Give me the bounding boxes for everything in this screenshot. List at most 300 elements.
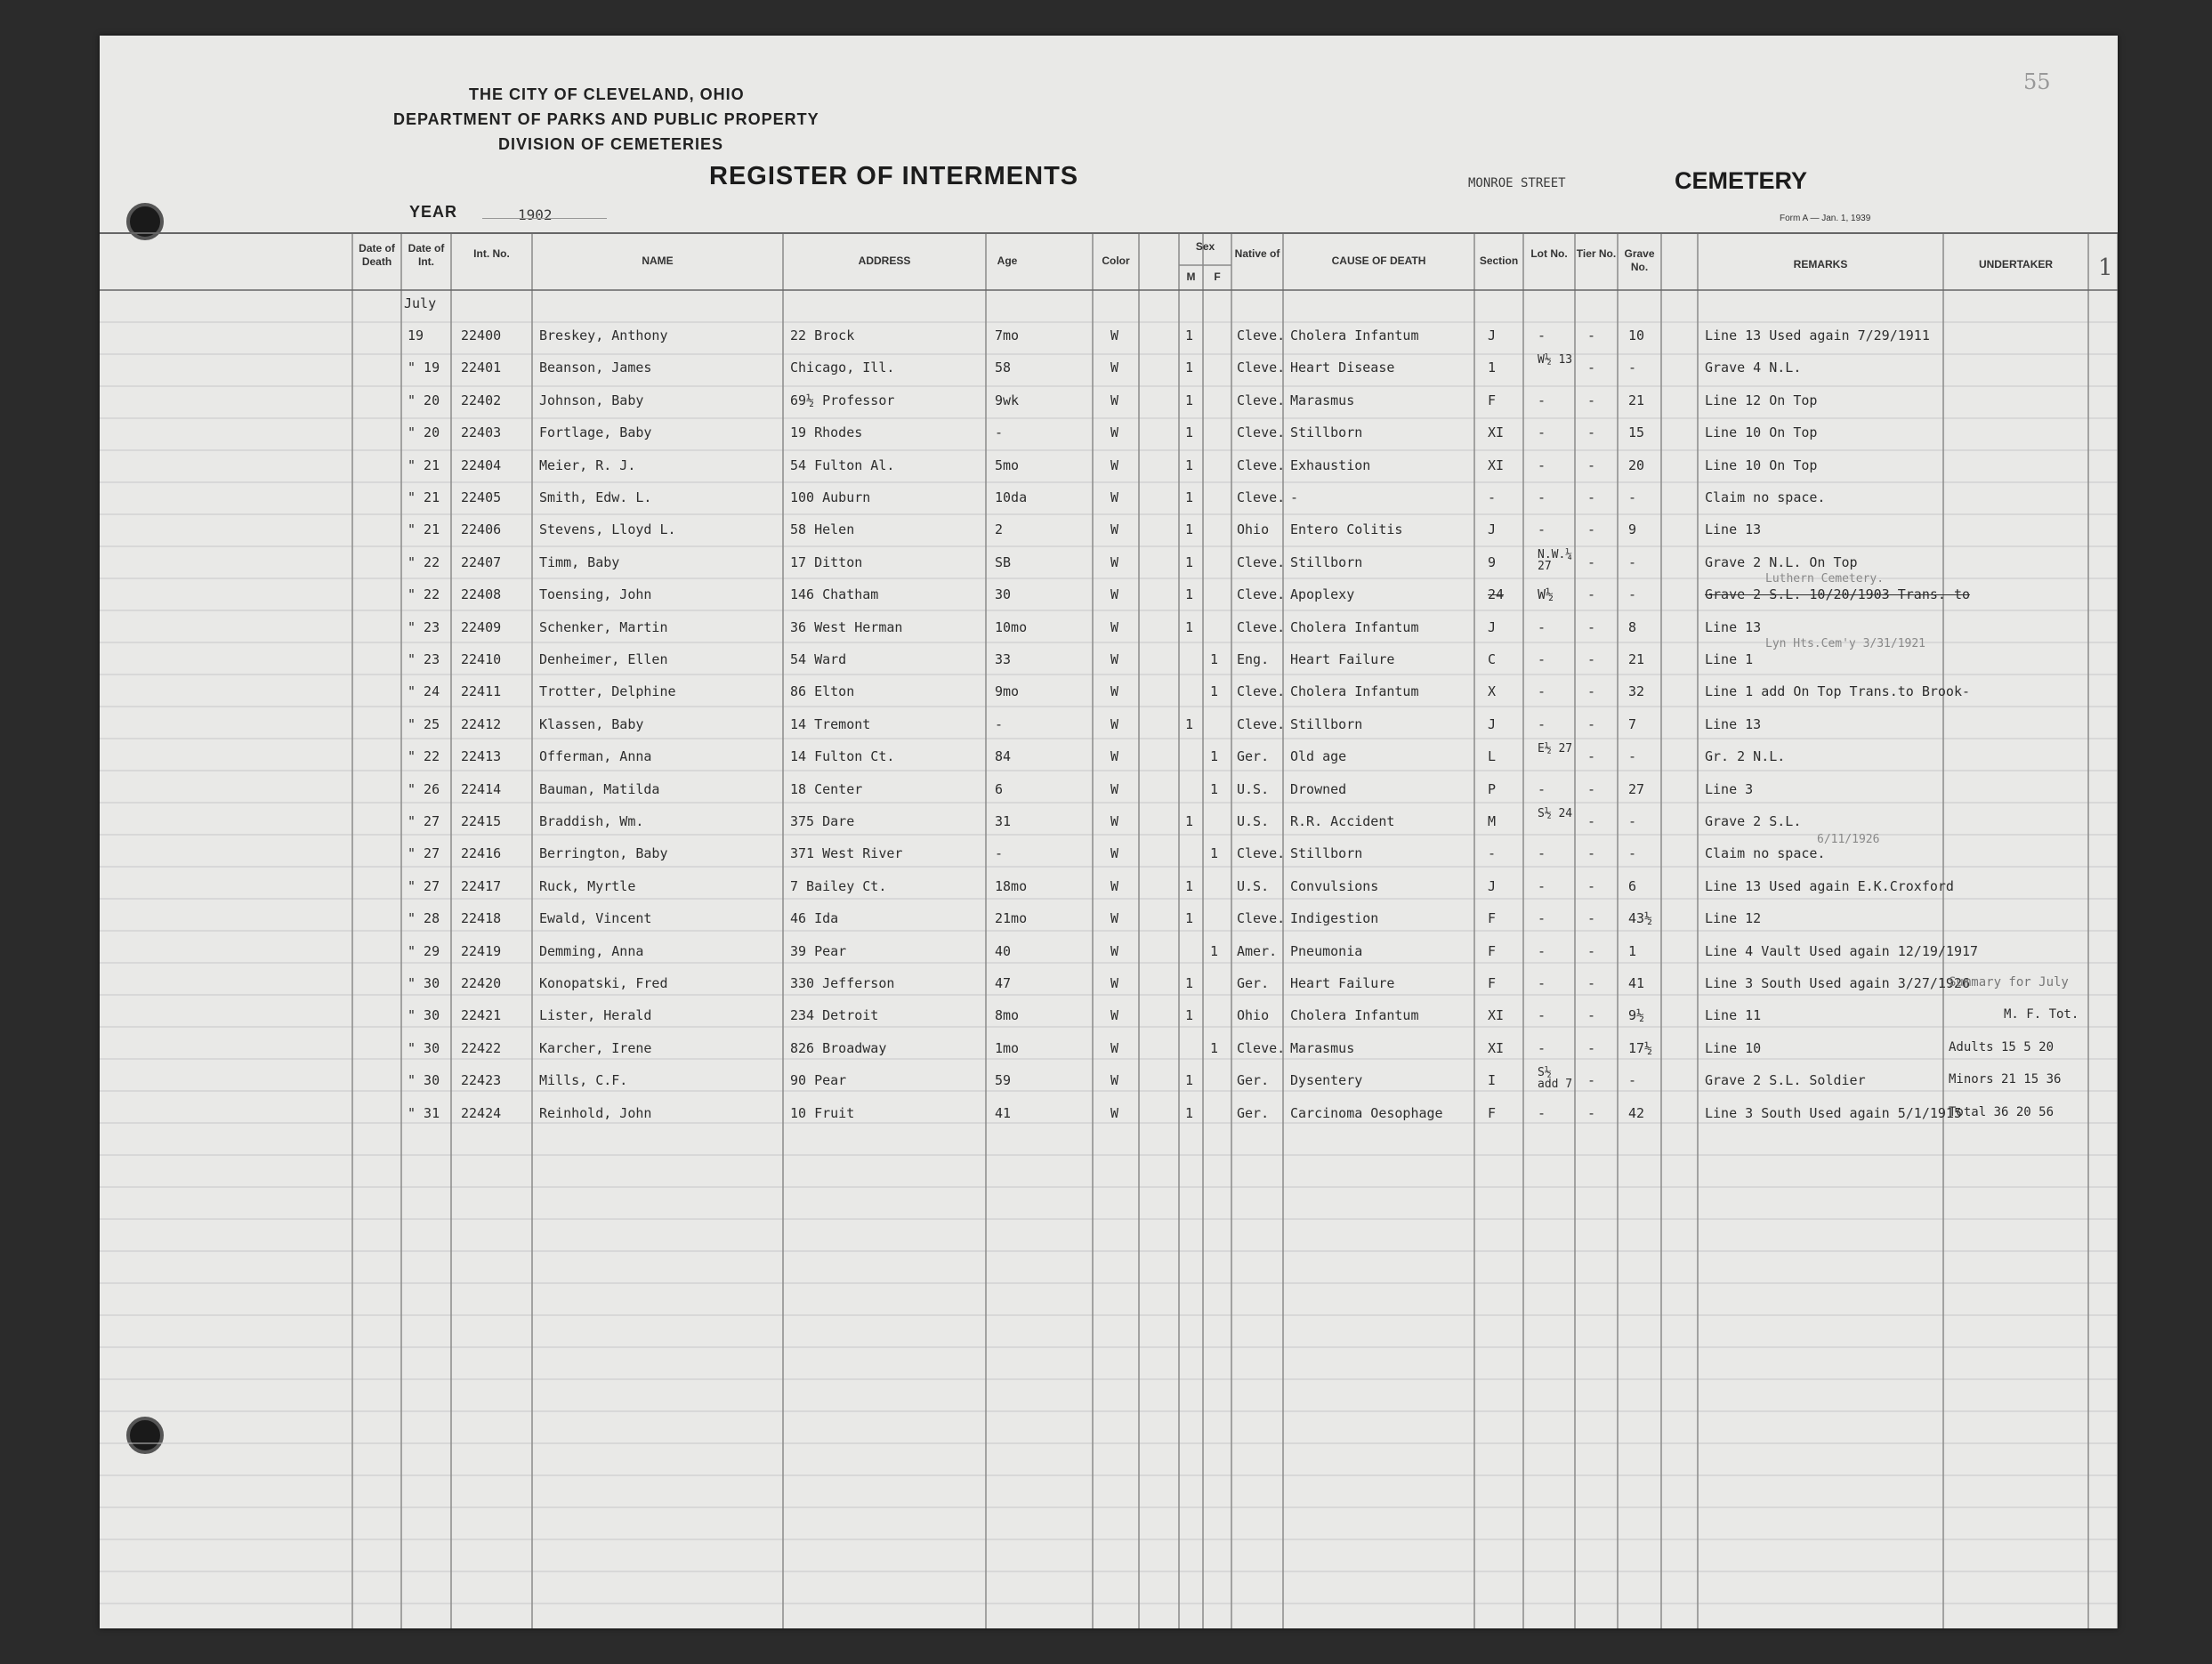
- entry-m: 1: [1185, 1007, 1194, 1024]
- entry-no: 22416: [461, 845, 502, 862]
- entry-rem: Line 10: [1705, 1039, 1762, 1056]
- city-heading: THE CITY OF CLEVELAND, OHIO: [469, 85, 745, 103]
- entry-sec: J: [1488, 618, 1497, 635]
- undertaker-note: Total 36 20 56: [1949, 1104, 2055, 1119]
- entry-addr: 100 Auburn: [790, 489, 871, 505]
- entry-no: 22424: [461, 1104, 502, 1121]
- entry-lot: -: [1538, 456, 1546, 473]
- entry-nat: Ohio: [1237, 1007, 1270, 1024]
- entry-lot: -: [1538, 489, 1546, 505]
- entry-name: Fortlage, Baby: [539, 424, 652, 441]
- entry-f: 1: [1210, 748, 1219, 765]
- entry-rem: Line 13: [1705, 521, 1762, 538]
- entry-f: 1: [1210, 683, 1219, 700]
- entry-cause: Dysentery: [1290, 1072, 1363, 1089]
- entry-age: 1mo: [995, 1039, 1020, 1056]
- column-header-section: Section: [1479, 254, 1519, 267]
- column-header-color: Color: [1102, 254, 1130, 267]
- register-title: REGISTER OF INTERMENTS: [709, 162, 1079, 190]
- entry-nat: Cleve.: [1237, 456, 1286, 473]
- entry-nat: Cleve.: [1237, 553, 1286, 570]
- page-number: 55: [2023, 69, 2051, 94]
- entry-name: Schenker, Martin: [539, 618, 668, 635]
- entry-name: Konopatski, Fred: [539, 975, 668, 991]
- entry-lot: W½: [1538, 586, 1554, 603]
- entry-age: -: [995, 715, 1004, 732]
- entry-d: " 22: [408, 748, 440, 765]
- entry-addr: 371 West River: [790, 845, 903, 862]
- entry-rem: Line 3 South Used again 5/1/1915: [1705, 1104, 1962, 1121]
- entry-m: 1: [1185, 359, 1194, 376]
- entry-rem: Grave 2 S.L.: [1705, 813, 1802, 829]
- entry-tier: -: [1587, 456, 1596, 473]
- entry-grave: 9½: [1628, 1007, 1645, 1024]
- entry-nat: Cleve.: [1237, 845, 1286, 862]
- entry-cause: Apoplexy: [1290, 586, 1355, 603]
- entry-m: 1: [1185, 1072, 1194, 1089]
- entry-name: Offerman, Anna: [539, 748, 652, 765]
- entry-d: " 23: [408, 618, 440, 635]
- entry-rem: Line 10 On Top: [1705, 424, 1818, 441]
- entry-no: 22422: [461, 1039, 502, 1056]
- entry-name: Toensing, John: [539, 586, 652, 603]
- entry-cause: Carcinoma Oesophage: [1290, 1104, 1443, 1121]
- entry-rem: Line 12 On Top: [1705, 392, 1818, 408]
- entry-tier: -: [1587, 327, 1596, 343]
- entry-m: 1: [1185, 456, 1194, 473]
- entry-nat: Cleve.: [1237, 683, 1286, 700]
- entry-tier: -: [1587, 910, 1596, 927]
- entry-nat: Cleve.: [1237, 327, 1286, 343]
- entry-d: " 31: [408, 1104, 440, 1121]
- entry-f: 1: [1210, 845, 1219, 862]
- entry-cause: Cholera Infantum: [1290, 327, 1419, 343]
- entry-grave: -: [1628, 1072, 1637, 1089]
- entry-age: SB: [995, 553, 1012, 570]
- entry-tier: -: [1587, 521, 1596, 538]
- entry-sec: J: [1488, 521, 1497, 538]
- entry-tier: -: [1587, 715, 1596, 732]
- entry-grave: -: [1628, 748, 1637, 765]
- entry-d: " 23: [408, 651, 440, 667]
- entry-age: 5mo: [995, 456, 1020, 473]
- entry-d: " 21: [408, 521, 440, 538]
- cemetery-label: CEMETERY: [1675, 167, 1808, 194]
- entry-no: 22402: [461, 392, 502, 408]
- entry-name: Braddish, Wm.: [539, 813, 644, 829]
- entry-lot: -: [1538, 1007, 1546, 1024]
- entry-no: 22401: [461, 359, 502, 376]
- column-header-grave: Grave No.: [1624, 247, 1655, 273]
- entry-m: 1: [1185, 975, 1194, 991]
- entry-nat: Ohio: [1237, 521, 1270, 538]
- entry-grave: 8: [1628, 618, 1637, 635]
- entry-tier: -: [1587, 618, 1596, 635]
- entry-d: " 21: [408, 456, 440, 473]
- entry-cause: Convulsions: [1290, 877, 1379, 894]
- entry-grave: 32: [1628, 683, 1645, 700]
- entry-age: 10mo: [995, 618, 1028, 635]
- entry-age: 59: [995, 1072, 1012, 1089]
- column-header-address: ADDRESS: [858, 254, 911, 267]
- entry-lot: -: [1538, 424, 1546, 441]
- column-header-date-int: Date of Int.: [408, 242, 445, 268]
- entry-name: Smith, Edw. L.: [539, 489, 652, 505]
- entry-no: 22405: [461, 489, 502, 505]
- entry-col: W: [1110, 489, 1119, 505]
- column-header-name: NAME: [642, 254, 674, 267]
- entry-tier: -: [1587, 748, 1596, 765]
- entry-grave: 6: [1628, 877, 1637, 894]
- entry-sec: XI: [1488, 1007, 1505, 1024]
- entry-grave: 7: [1628, 715, 1637, 732]
- entry-sec: 9: [1488, 553, 1497, 570]
- entry-m: 1: [1185, 392, 1194, 408]
- entry-addr: 54 Fulton Al.: [790, 456, 895, 473]
- entry-addr: 69½ Professor: [790, 392, 895, 408]
- entry-lot: -: [1538, 683, 1546, 700]
- entry-grave: -: [1628, 586, 1637, 603]
- entry-rem: Line 12: [1705, 910, 1762, 927]
- entry-name: Trotter, Delphine: [539, 683, 676, 700]
- entry-name: Stevens, Lloyd L.: [539, 521, 676, 538]
- entry-rem: Claim no space.: [1705, 489, 1826, 505]
- entry-m: 1: [1185, 327, 1194, 343]
- entry-nat: Cleve.: [1237, 424, 1286, 441]
- entry-grave: -: [1628, 359, 1637, 376]
- entry-no: 22415: [461, 813, 502, 829]
- entry-nat: Ger.: [1237, 975, 1270, 991]
- entry-d: " 29: [408, 942, 440, 959]
- entry-col: W: [1110, 910, 1119, 927]
- entry-rem: Line 3: [1705, 780, 1754, 797]
- entry-no: 22421: [461, 1007, 502, 1024]
- entry-tier: -: [1587, 975, 1596, 991]
- entry-nat: Cleve.: [1237, 910, 1286, 927]
- column-header-date-death: Date of Death: [359, 242, 395, 268]
- entry-m: 1: [1185, 618, 1194, 635]
- undertaker-note: Summary for July: [1949, 975, 2069, 990]
- entry-nat: Cleve.: [1237, 586, 1286, 603]
- entry-nat: Cleve.: [1237, 1039, 1286, 1056]
- entry-lot: -: [1538, 521, 1546, 538]
- entry-age: 10da: [995, 489, 1028, 505]
- entry-m: 1: [1185, 1104, 1194, 1121]
- entry-col: W: [1110, 651, 1119, 667]
- register-grid: [100, 36, 2118, 1628]
- entry-lot: -: [1538, 1104, 1546, 1121]
- entry-grave: -: [1628, 845, 1637, 862]
- entry-m: 1: [1185, 424, 1194, 441]
- entry-sec: 24: [1488, 586, 1505, 603]
- entry-lot: -: [1538, 780, 1546, 797]
- entry-addr: 330 Jefferson: [790, 975, 895, 991]
- entry-rem: Line 11: [1705, 1007, 1762, 1024]
- entry-lot: -: [1538, 975, 1546, 991]
- entry-no: 22400: [461, 327, 502, 343]
- entry-addr: 17 Ditton: [790, 553, 863, 570]
- entry-f: 1: [1210, 780, 1219, 797]
- entry-name: Ruck, Myrtle: [539, 877, 636, 894]
- entry-d: " 22: [408, 586, 440, 603]
- entry-sec: M: [1488, 813, 1497, 829]
- entry-sec: -: [1488, 489, 1497, 505]
- entry-cause: Heart Failure: [1290, 975, 1395, 991]
- entry-d: " 30: [408, 1072, 440, 1089]
- entry-age: 84: [995, 748, 1012, 765]
- entry-f: 1: [1210, 651, 1219, 667]
- entry-grave: 27: [1628, 780, 1645, 797]
- entry-col: W: [1110, 359, 1119, 376]
- form-note: Form A — Jan. 1, 1939: [1780, 214, 1871, 223]
- entry-no: 22417: [461, 877, 502, 894]
- entry-name: Mills, C.F.: [539, 1072, 628, 1089]
- entry-m: 1: [1185, 553, 1194, 570]
- entry-age: 58: [995, 359, 1012, 376]
- entry-age: -: [995, 845, 1004, 862]
- entry-no: 22409: [461, 618, 502, 635]
- entry-name: Reinhold, John: [539, 1104, 652, 1121]
- entry-name: Timm, Baby: [539, 553, 620, 570]
- entry-age: 33: [995, 651, 1012, 667]
- remarks-annotation: Lyn Hts.Cem'y 3/31/1921: [1765, 637, 1926, 650]
- entry-lot: -: [1538, 327, 1546, 343]
- entry-sec: J: [1488, 877, 1497, 894]
- entry-cause: Exhaustion: [1290, 456, 1371, 473]
- entry-cause: Marasmus: [1290, 392, 1355, 408]
- entry-rem: Line 1: [1705, 651, 1754, 667]
- entry-cause: Cholera Infantum: [1290, 1007, 1419, 1024]
- entry-name: Johnson, Baby: [539, 392, 644, 408]
- entry-grave: -: [1628, 813, 1637, 829]
- sheet-number: 1: [2098, 254, 2113, 281]
- entry-cause: Stillborn: [1290, 553, 1363, 570]
- month-label: July: [404, 295, 437, 311]
- entry-lot: -: [1538, 845, 1546, 862]
- entry-rem: Line 10 On Top: [1705, 456, 1818, 473]
- entry-no: 22407: [461, 553, 502, 570]
- entry-tier: -: [1587, 651, 1596, 667]
- entry-rem: Line 13: [1705, 715, 1762, 732]
- entry-lot: -: [1538, 715, 1546, 732]
- entry-col: W: [1110, 780, 1119, 797]
- undertaker-note: Minors 21 15 36: [1949, 1072, 2062, 1087]
- entry-age: 40: [995, 942, 1012, 959]
- entry-addr: 22 Brock: [790, 327, 855, 343]
- entry-rem: Line 13 Used again 7/29/1911: [1705, 327, 1930, 343]
- entry-grave: 9: [1628, 521, 1637, 538]
- entry-tier: -: [1587, 683, 1596, 700]
- entry-grave: 21: [1628, 651, 1645, 667]
- entry-no: 22419: [461, 942, 502, 959]
- entry-cause: Stillborn: [1290, 424, 1363, 441]
- entry-age: -: [995, 424, 1004, 441]
- entry-sec: XI: [1488, 1039, 1505, 1056]
- entry-nat: Ger.: [1237, 1072, 1270, 1089]
- entry-grave: 15: [1628, 424, 1645, 441]
- column-header-undertaker: UNDERTAKER: [1978, 258, 2054, 271]
- entry-name: Meier, R. J.: [539, 456, 636, 473]
- entry-rem: Line 3 South Used again 3/27/1926: [1705, 975, 1971, 991]
- entry-name: Ewald, Vincent: [539, 910, 652, 927]
- entry-no: 22412: [461, 715, 502, 732]
- entry-addr: 86 Elton: [790, 683, 855, 700]
- entry-age: 6: [995, 780, 1004, 797]
- entry-no: 22414: [461, 780, 502, 797]
- entry-sec: I: [1488, 1072, 1497, 1089]
- entry-name: Breskey, Anthony: [539, 327, 668, 343]
- department-heading: DEPARTMENT OF PARKS AND PUBLIC PROPERTY: [393, 110, 819, 128]
- entry-lot: -: [1538, 910, 1546, 927]
- entry-sec: F: [1488, 910, 1497, 927]
- entry-cause: R.R. Accident: [1290, 813, 1395, 829]
- column-header-lot: Lot No.: [1530, 247, 1568, 260]
- entry-nat: U.S.: [1237, 813, 1270, 829]
- column-header-tier: Tier No.: [1576, 247, 1617, 260]
- entry-no: 22410: [461, 651, 502, 667]
- entry-col: W: [1110, 521, 1119, 538]
- entry-age: 30: [995, 586, 1012, 603]
- entry-sec: XI: [1488, 424, 1505, 441]
- entry-m: 1: [1185, 813, 1194, 829]
- entry-rem: Line 1 add On Top Trans.to Brook-: [1705, 683, 1971, 700]
- entry-col: W: [1110, 1072, 1119, 1089]
- entry-tier: -: [1587, 942, 1596, 959]
- column-header-native: Native of: [1234, 247, 1280, 260]
- entry-nat: Cleve.: [1237, 489, 1286, 505]
- entry-nat: Amer.: [1237, 942, 1278, 959]
- entry-age: 9mo: [995, 683, 1020, 700]
- entry-nat: Eng.: [1237, 651, 1270, 667]
- entry-col: W: [1110, 877, 1119, 894]
- entry-addr: 234 Detroit: [790, 1007, 879, 1024]
- entry-col: W: [1110, 618, 1119, 635]
- entry-d: " 27: [408, 877, 440, 894]
- entry-d: " 20: [408, 424, 440, 441]
- entry-cause: Cholera Infantum: [1290, 618, 1419, 635]
- entry-name: Karcher, Irene: [539, 1039, 652, 1056]
- entry-cause: Stillborn: [1290, 845, 1363, 862]
- year-value: 1902: [518, 206, 553, 223]
- entry-addr: 19 Rhodes: [790, 424, 863, 441]
- entry-grave: 1: [1628, 942, 1637, 959]
- entry-grave: 17½: [1628, 1039, 1653, 1056]
- entry-lot: N.W.¼ 27: [1538, 547, 1573, 573]
- entry-col: W: [1110, 683, 1119, 700]
- entry-lot: E½ 27: [1538, 742, 1573, 756]
- entry-name: Demming, Anna: [539, 942, 644, 959]
- entry-age: 47: [995, 975, 1012, 991]
- entry-rem: Line 13: [1705, 618, 1762, 635]
- entry-addr: 375 Dare: [790, 813, 855, 829]
- entry-f: 1: [1210, 1039, 1219, 1056]
- entry-no: 22408: [461, 586, 502, 603]
- entry-name: Berrington, Baby: [539, 845, 668, 862]
- column-header-sex-m: M: [1186, 271, 1196, 283]
- entry-sec: -: [1488, 845, 1497, 862]
- entry-age: 41: [995, 1104, 1012, 1121]
- entry-addr: 39 Pear: [790, 942, 847, 959]
- entry-lot: -: [1538, 651, 1546, 667]
- entry-d: " 24: [408, 683, 440, 700]
- entry-rem: Gr. 2 N.L.: [1705, 748, 1786, 765]
- entry-d: " 30: [408, 975, 440, 991]
- entry-cause: Cholera Infantum: [1290, 683, 1419, 700]
- entry-nat: Ger.: [1237, 1104, 1270, 1121]
- entry-no: 22406: [461, 521, 502, 538]
- entry-cause: Entero Colitis: [1290, 521, 1403, 538]
- column-header-age: Age: [997, 254, 1018, 267]
- entry-cause: Stillborn: [1290, 715, 1363, 732]
- entry-cause: Pneumonia: [1290, 942, 1363, 959]
- entry-no: 22423: [461, 1072, 502, 1089]
- entry-col: W: [1110, 813, 1119, 829]
- entry-lot: -: [1538, 877, 1546, 894]
- entry-lot: S½ 24: [1538, 807, 1573, 820]
- entry-name: Denheimer, Ellen: [539, 651, 668, 667]
- entry-addr: 46 Ida: [790, 910, 839, 927]
- entry-grave: -: [1628, 553, 1637, 570]
- entry-tier: -: [1587, 586, 1596, 603]
- entry-lot: -: [1538, 618, 1546, 635]
- entry-col: W: [1110, 392, 1119, 408]
- entry-sec: L: [1488, 748, 1497, 765]
- entry-tier: -: [1587, 553, 1596, 570]
- entry-grave: 43½: [1628, 910, 1653, 927]
- entry-no: 22418: [461, 910, 502, 927]
- entry-name: Klassen, Baby: [539, 715, 644, 732]
- remarks-annotation: Luthern Cemetery.: [1765, 572, 1885, 586]
- entry-age: 9wk: [995, 392, 1020, 408]
- entry-addr: 90 Pear: [790, 1072, 847, 1089]
- entry-age: 18mo: [995, 877, 1028, 894]
- entry-d: " 27: [408, 845, 440, 862]
- entry-addr: 14 Fulton Ct.: [790, 748, 895, 765]
- entry-nat: Cleve.: [1237, 359, 1286, 376]
- entry-tier: -: [1587, 489, 1596, 505]
- entry-d: " 22: [408, 553, 440, 570]
- entry-addr: 58 Helen: [790, 521, 855, 538]
- entry-tier: -: [1587, 359, 1596, 376]
- entry-grave: 20: [1628, 456, 1645, 473]
- entry-addr: 826 Broadway: [790, 1039, 887, 1056]
- entry-lot: W½ 13: [1538, 353, 1573, 368]
- column-header-remarks: REMARKS: [1793, 258, 1848, 271]
- entry-cause: Old age: [1290, 748, 1347, 765]
- entry-tier: -: [1587, 780, 1596, 797]
- entry-nat: Cleve.: [1237, 392, 1286, 408]
- entry-cause: Heart Disease: [1290, 359, 1395, 376]
- entry-f: 1: [1210, 942, 1219, 959]
- entry-m: 1: [1185, 715, 1194, 732]
- entry-tier: -: [1587, 424, 1596, 441]
- entry-m: 1: [1185, 489, 1194, 505]
- entry-grave: 21: [1628, 392, 1645, 408]
- entry-nat: U.S.: [1237, 877, 1270, 894]
- year-label: YEAR: [409, 203, 458, 221]
- entry-nat: Cleve.: [1237, 618, 1286, 635]
- entry-rem: Grave 2 S.L. Soldier: [1705, 1072, 1866, 1089]
- entry-age: 2: [995, 521, 1004, 538]
- entry-sec: J: [1488, 327, 1497, 343]
- entry-cause: Marasmus: [1290, 1039, 1355, 1056]
- entry-col: W: [1110, 586, 1119, 603]
- entry-lot: -: [1538, 1039, 1546, 1056]
- entry-rem: Claim no space.: [1705, 845, 1826, 862]
- entry-tier: -: [1587, 1072, 1596, 1089]
- column-header-cause: CAUSE OF DEATH: [1331, 254, 1426, 267]
- entry-d: " 26: [408, 780, 440, 797]
